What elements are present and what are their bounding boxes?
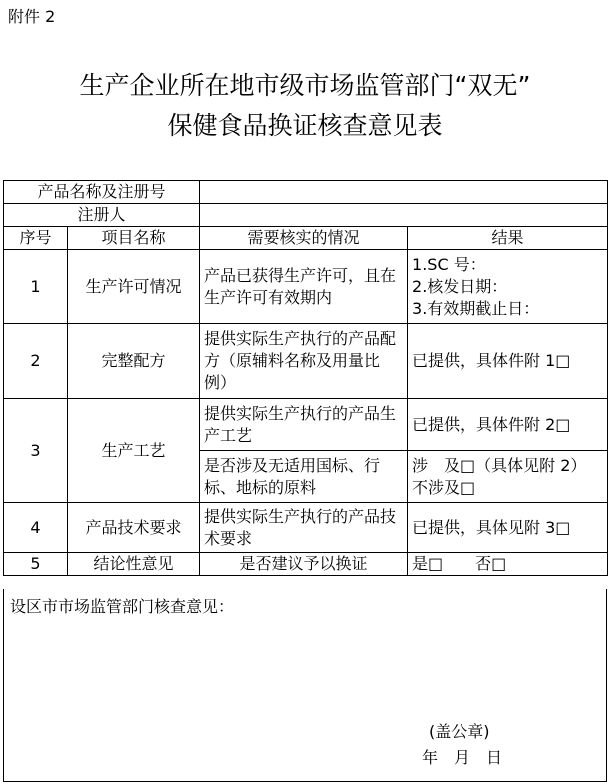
header-result: 结果	[408, 227, 608, 250]
table-row	[4, 553, 608, 576]
table-row	[4, 250, 608, 324]
review-opinion-box[interactable]	[3, 589, 607, 782]
header-item: 项目名称	[68, 227, 200, 250]
table-row	[4, 503, 608, 553]
row-check: 产品已获得生产许可，且在生产许可有效期内	[200, 250, 408, 324]
row-seq: 1	[4, 250, 68, 324]
row-item: 产品技术要求	[68, 503, 200, 553]
registrant-row	[4, 204, 608, 227]
product-name-field[interactable]	[200, 181, 608, 204]
sc-number-label: 1.SC 号：	[412, 254, 486, 274]
not-involved-option: 不涉及□	[412, 477, 476, 497]
row-seq: 5	[4, 553, 68, 576]
row-item: 结论性意见	[68, 553, 200, 576]
involved-option: 涉 及□（具体见附 2）	[412, 455, 587, 475]
row-seq: 3	[4, 399, 68, 503]
issue-date-label: 2.核发日期：	[412, 276, 508, 296]
page-title-line1: 生产企业所在地市级市场监管部门“双无”	[79, 71, 531, 100]
row-result[interactable]: 已提供，具体件附 1□	[408, 324, 608, 399]
row-seq: 4	[4, 503, 68, 553]
row-check: 提供实际生产执行的产品技术要求	[200, 503, 408, 553]
row-check: 是否涉及无适用国标、行标、地标的原料	[200, 451, 408, 503]
row-result[interactable]	[408, 250, 608, 324]
row-check: 是否建议予以换证	[200, 553, 408, 576]
row-result[interactable]: 是□ 否□	[408, 553, 608, 576]
product-name-row	[4, 181, 608, 204]
row-check: 提供实际生产执行的产品生产工艺	[200, 399, 408, 451]
expiry-date-label: 3.有效期截止日：	[412, 298, 540, 318]
attachment-label: 附件 2	[8, 7, 56, 26]
date-label: 年 月 日	[422, 748, 503, 767]
row-result[interactable]: 已提供，具体件附 2□	[408, 399, 608, 451]
header-row	[4, 227, 608, 250]
header-check: 需要核实的情况	[200, 227, 408, 250]
row-item: 生产工艺	[68, 399, 200, 503]
row-item: 生产许可情况	[68, 250, 200, 324]
review-form-table	[3, 180, 608, 576]
official-seal-label: (盖公章)	[429, 722, 490, 741]
table-row	[4, 399, 608, 451]
row-seq: 2	[4, 324, 68, 399]
row-item: 完整配方	[68, 324, 200, 399]
row-result[interactable]	[408, 451, 608, 503]
registrant-field[interactable]	[200, 204, 608, 227]
registrant-label: 注册人	[4, 204, 200, 227]
table-row	[4, 324, 608, 399]
product-name-label: 产品名称及注册号	[4, 181, 200, 204]
row-check: 提供实际生产执行的产品配方（原辅料名称及用量比例）	[200, 324, 408, 399]
header-seq: 序号	[4, 227, 68, 250]
row-result[interactable]: 已提供，具体见附 3□	[408, 503, 608, 553]
page-title-line2: 保健食品换证核查意见表	[167, 111, 443, 140]
review-opinion-label: 设区市市场监管部门核查意见：	[10, 597, 235, 616]
